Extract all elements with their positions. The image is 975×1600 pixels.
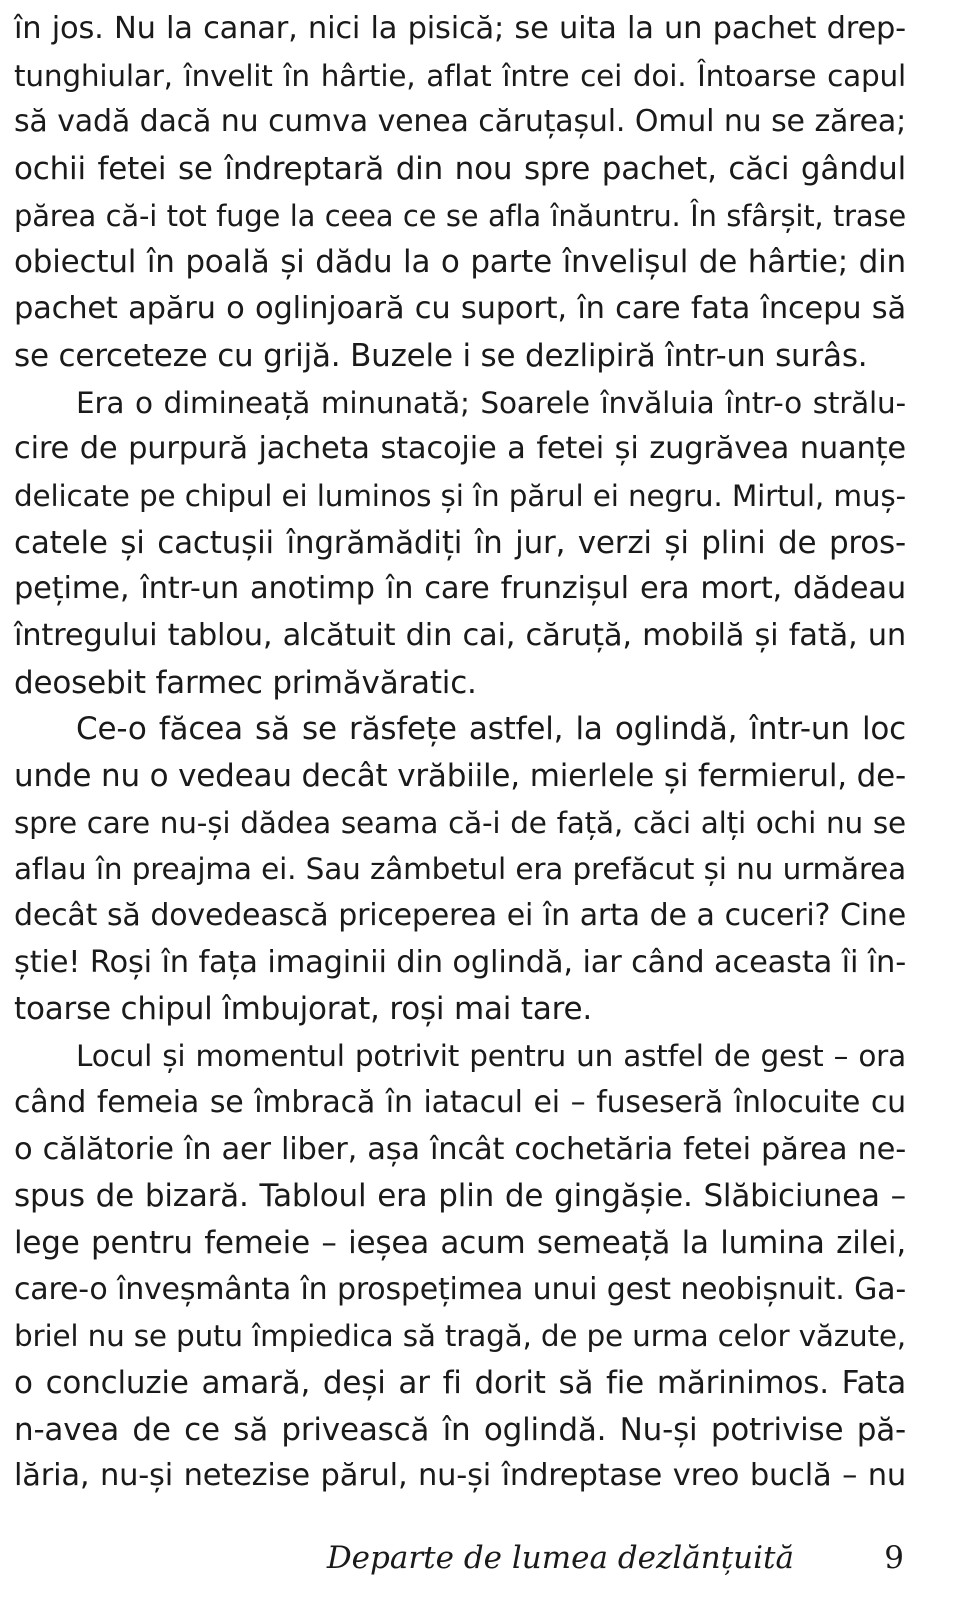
text-line: părea că-i tot fuge la ceea ce se afla înăuntru. În sfârșit, trase [14, 198, 906, 233]
text-line: întregului tablou, alcătuit din cai, căruță, mobilă și fată, un [14, 617, 906, 653]
text-line: o călătorie în aer liber, așa încât cochetăria fetei părea ne- [14, 1131, 906, 1167]
text-line: obiectul în poală și dădu la o parte învelișul de hârtie; din [14, 244, 906, 281]
text-line: lege pentru femeie – ieșea acum semeață la lumina zilei, [14, 1224, 906, 1261]
text-line: știe! Roși în fața imaginii din oglindă, iar când aceasta îi în- [14, 944, 906, 980]
paragraph [14, 380, 906, 707]
page-number: 9 [884, 1540, 904, 1576]
text-line: pachet apăru o oglinjoară cu suport, în care fata începu să [14, 291, 906, 327]
text-line: deosebit farmec primăvăratic. [14, 664, 477, 701]
text-line: o concluzie amară, deși ar fi dorit să fie mărinimos. Fata [14, 1364, 906, 1401]
text-line: care-o înveșmânta în prospețimea unui gest neobișnuit. Ga- [14, 1271, 906, 1307]
text-line: delicate pe chipul ei luminos și în părul ei negru. Mirtul, muș- [14, 478, 906, 513]
paragraph [14, 6, 906, 380]
text-line: pețime, într-un anotimp în care frunzișul era mort, dădeau [14, 571, 906, 607]
page-footer [14, 1540, 906, 1584]
text-line: spus de bizară. Tabloul era plin de gingășie. Slăbiciunea – [14, 1178, 906, 1215]
text-line: tunghiular, învelit în hârtie, aflat între cei doi. Întoarse capul [14, 58, 906, 93]
text-line: toarse chipul îmbujorat, roși mai tare. [14, 991, 593, 1028]
text-line: decât să dovedească priceperea ei în arta de a cuceri? Cine [14, 898, 906, 934]
text-line: cire de purpură jacheta stacojie a fetei și zugrăvea nuanțe [14, 431, 906, 467]
text-line: să vadă dacă nu cumva venea căruțașul. Omul nu se zărea; [14, 104, 906, 140]
text-line: când femeia se îmbracă în iatacul ei – fuseseră înlocuite cu [14, 1084, 906, 1120]
text-line: Locul și momentul potrivit pentru un astfel de gest – ora [76, 1039, 906, 1074]
text-line: aflau în preajma ei. Sau zâmbetul era prefăcut și nu urmărea [14, 852, 906, 887]
text-line: lăria, nu-și netezise părul, nu-și îndreptase vreo buclă – nu [14, 1458, 906, 1494]
running-title: Departe de lumea dezlănțuită [326, 1540, 794, 1576]
text-line: briel nu se putu împiedica să tragă, de pe urma celor văzute, [14, 1319, 906, 1354]
text-line: catele și cactușii îngrămădiți în jur, verzi și plini de pros- [14, 524, 906, 561]
text-line: n-avea de ce să privească în oglindă. Nu-și potrivise pă- [14, 1411, 906, 1448]
text-line: în jos. Nu la canar, nici la pisică; se uita la un pachet drep- [14, 11, 906, 46]
book-page-body [14, 6, 906, 1500]
text-line: spre care nu-și dădea seama că-i de față, căci alți ochi nu se [14, 805, 906, 840]
paragraph [14, 1033, 906, 1500]
text-line: Ce-o făcea să se răsfețe astfel, la oglindă, într-un loc [76, 711, 906, 748]
text-line: ochii fetei se îndreptară din nou spre pachet, căci gândul [14, 151, 906, 188]
text-line: se cerceteze cu grijă. Buzele i se dezlipiră într-un surâs. [14, 337, 868, 374]
paragraph [14, 706, 906, 1033]
text-line: Era o dimineață minunată; Soarele învăluia într-o strălu- [76, 385, 906, 420]
text-line: unde nu o vedeau decât vrăbiile, mierlele și fermierul, de- [14, 758, 906, 794]
